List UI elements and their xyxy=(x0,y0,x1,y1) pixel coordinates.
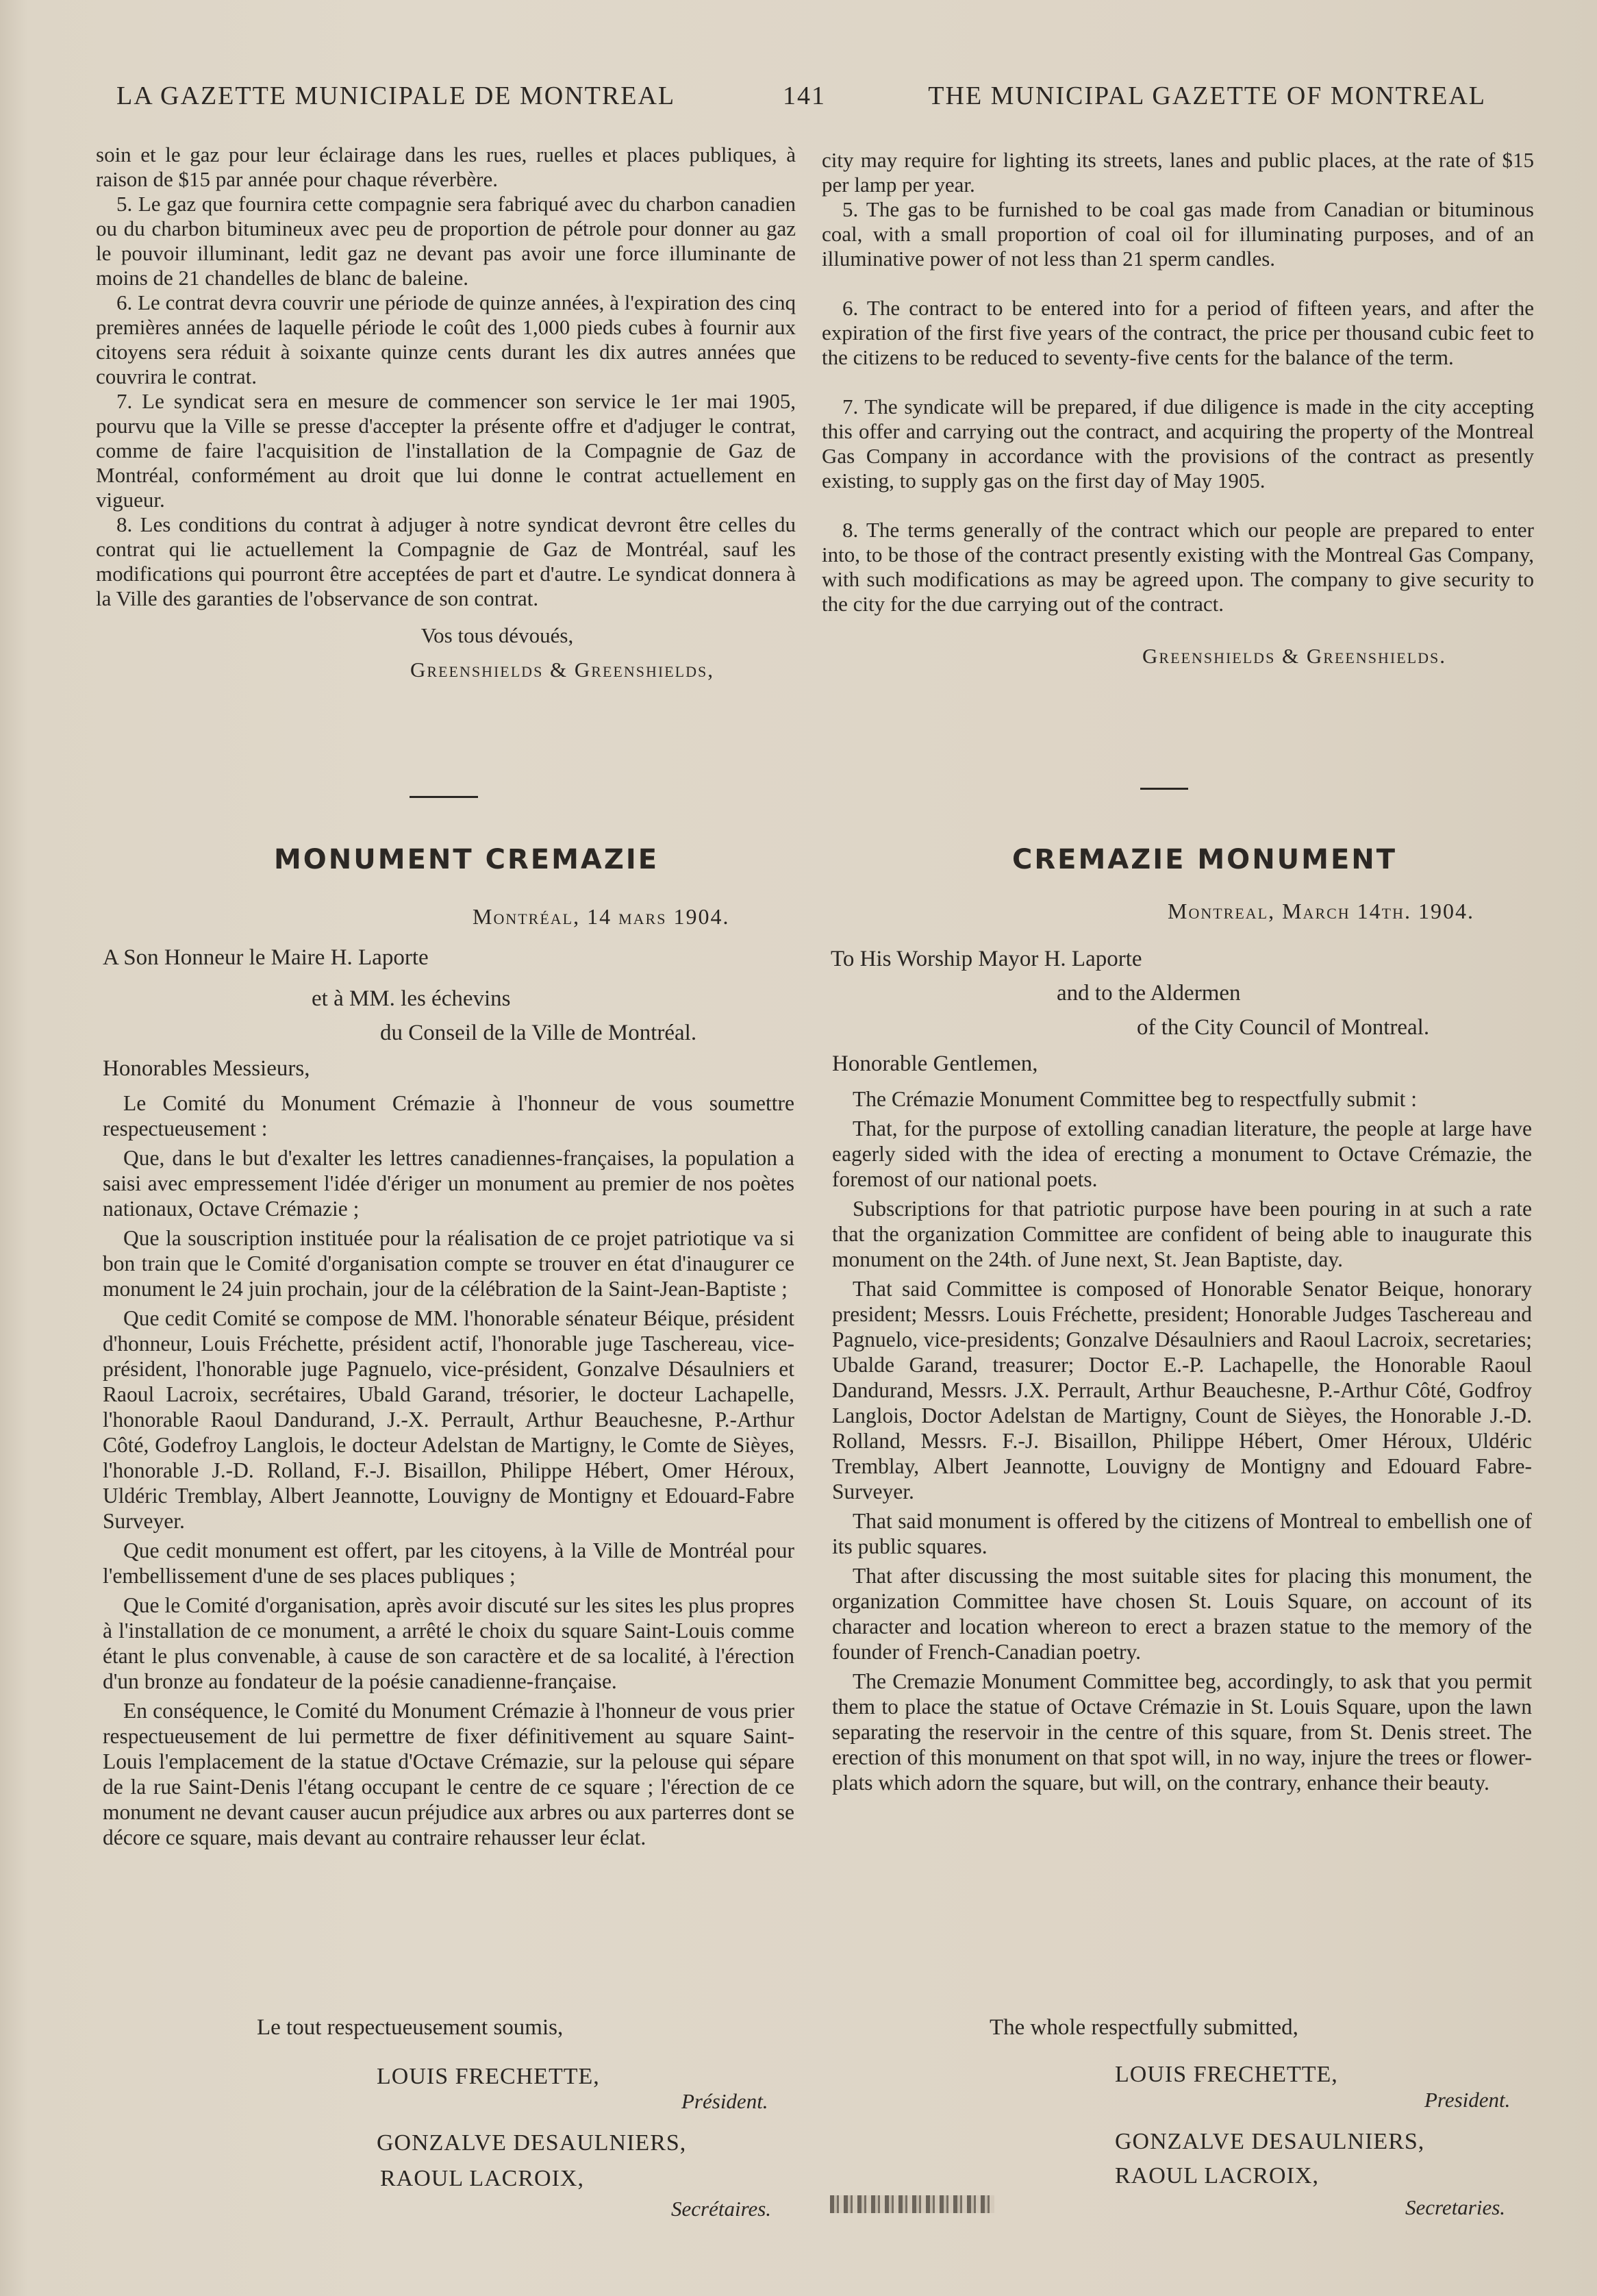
en-signatory: RAOUL LACROIX, xyxy=(1115,2163,1319,2188)
en-salutation: Honorable Gentlemen, xyxy=(832,1051,1038,1076)
fr-petition-paragraph: Que le Comité d'organisation, après avoir discuté sur les sites les plus propres à l'installation de ce monument, a arrêté le choix du square Saint-Louis comme étant le plus convenable, à cause de son caractère et de sa localité, à l'érection d'un bronze au fondateur de la poésie canadienne-française. xyxy=(103,1593,794,1693)
fr-petition-paragraph: Que cedit Comité se compose de MM. l'honorable sénateur Béique, président d'honneur, Louis Fréchette, président actif, l'honorable juge Taschereau, vice-président, l'honorable juge Pagnuelo, vice-président, Gonzalve Désaulniers et Raoul Lacroix, secrétaires, Ubald Garand, trésorier, le docteur Lachapelle, l'honorable Raoul Dandurand, J.-X. Perrault, Arthur Beauchesne, P.-Arthur Côté, Godefroy Langlois, le docteur Adelstan de Martigny, le Comte de Sièyes, l'honorable J.-D. Rolland, F.-J. Bisaillon, Philippe Hébert, Omer Héroux, Uldéric Tremblay, Albert Jeannotte, Louvigny de Montigny et Edouard-Fabre Surveyer. xyxy=(103,1306,794,1533)
fr-signatory: GONZALVE DESAULNIERS, xyxy=(377,2130,687,2156)
header-title-fr: LA GAZETTE MUNICIPALE DE MONTREAL xyxy=(116,82,676,110)
fr-petition-body xyxy=(103,1090,794,1854)
fr-signatory-role: Président. xyxy=(681,2089,768,2113)
fr-section-title: MONUMENT CREMAZIE xyxy=(274,844,659,875)
en-signatory: GONZALVE DESAULNIERS, xyxy=(1115,2129,1425,2154)
en-gas-paragraph: city may require for lighting its streets, lanes and public places, at the rate of $15 per lamp per year. xyxy=(822,148,1534,197)
en-gas-paragraph: 7. The syndicate will be prepared, if due diligence is made in the city accepting this offer and carrying out the contract, and acquiring the property of the Montreal Gas Company in accordance with the provisions of the contract as presently existing, to supply gas on the first day of May 1905. xyxy=(822,395,1534,492)
fr-signatory-role: Secrétaires. xyxy=(671,2197,772,2221)
en-petition-paragraph: That after discussing the most suitable sites for placing this monument, the organization Committee have chosen St. Louis Square, on account of its character and location whereon to erect a brazen statue to the memory of the founder of French-Canadian poetry. xyxy=(832,1564,1532,1664)
fr-petition-paragraph: En conséquence, le Comité du Monument Crémazie à l'honneur de vous prier respectueusement de lui permettre de fixer définitivement au square Saint-Louis l'emplacement de la statue d'Octave Crémazie, sur la pelouse qui sépare de la rue Saint-Denis l'étang occupant le centre de ce square ; l'érection de ce monument ne devant causer aucun préjudice aux arbres ou aux parterres dont se décore ce square, mais devant au contraire rehausser leur éclat. xyxy=(103,1699,794,1849)
en-signatory-role: President. xyxy=(1424,2088,1511,2112)
fr-gas-paragraph: 5. Le gaz que fournira cette compagnie sera fabriqué avec du charbon canadien ou du charbon bitumineux avec peu de proportion de pétrole pour donner au gaz le pouvoir illuminant, ledit gaz ne devant pas avoir une force illuminante de moins de 21 chandelles de blanc de baleine. xyxy=(96,192,796,290)
en-closing: The whole respectfully submitted, xyxy=(990,2015,1298,2040)
en-petition-paragraph: That said monument is offered by the citizens of Montreal to embellish one of its public squares. xyxy=(832,1509,1532,1558)
fr-petition-paragraph: Que la souscription instituée pour la réalisation de ce projet patriotique va si bon train que le Comité d'organisation compte se trouver en état d'inaugurer ce monument le 24 juin prochain, jour de la célébration de la Saint-Jean-Baptiste ; xyxy=(103,1226,794,1301)
fr-gas-paragraph: soin et le gaz pour leur éclairage dans les rues, ruelles et places publiques, à raison de $15 par année pour chaque réverbère. xyxy=(96,142,796,191)
en-dateline: Montreal, March 14th. 1904. xyxy=(1168,899,1475,923)
fr-signatory: LOUIS FRECHETTE, xyxy=(377,2064,600,2089)
fr-signature: Greenshields & Greenshields, xyxy=(410,658,714,682)
fr-gas-paragraph: 7. Le syndicat sera en mesure de commencer son service le 1er mai 1905, pourvu que la Ville se presse d'accepter la présente offre et d'adjuger le contrat, comme de faire l'acquisition de l'installation de la Compagnie de Gaz de Montréal, conformément au droit que lui donne le contrat actuellement en vigueur. xyxy=(96,389,796,512)
fr-address-line: du Conseil de la Ville de Montréal. xyxy=(380,1021,697,1045)
page-number: 141 xyxy=(783,82,826,110)
fr-petition-paragraph: Le Comité du Monument Crémazie à l'honneur de vous soumettre respectueusement : xyxy=(103,1091,794,1140)
fr-petition-paragraph: Que, dans le but d'exalter les lettres canadiennes-françaises, la population a saisi avec empressement l'idée d'ériger un monument au premier de nos poètes nationaux, Octave Crémazie ; xyxy=(103,1146,794,1221)
en-signatory-role: Secretaries. xyxy=(1405,2195,1506,2219)
en-address-line: and to the Aldermen xyxy=(1057,981,1241,1006)
en-petition-paragraph: The Cremazie Monument Committee beg, accordingly, to ask that you permit them to place the statue of Octave Crémazie in St. Louis Square, upon the lawn separating the reservoir in the centre of this square, from St. Denis street. The erection of this monument on that spot will, in no way, injure the trees or flower-plats which adorn the square, but will, on the contrary, enhance their beauty. xyxy=(832,1669,1532,1795)
en-gas-contract-text xyxy=(822,148,1534,669)
fr-petition-paragraph: Que cedit monument est offert, par les citoyens, à la Ville de Montréal pour l'embellissement d'une de ses places publiques ; xyxy=(103,1538,794,1588)
en-section-title: CREMAZIE MONUMENT xyxy=(1012,844,1398,875)
en-gas-paragraph: 5. The gas to be furnished to be coal gas made from Canadian or bituminous coal, with a small proportion of coal oil for illuminating purposes, and of an illuminative power of not less than 21 sperm candles. xyxy=(822,197,1534,271)
fr-closing: Vos tous dévoués, xyxy=(420,623,574,647)
fr-gas-paragraph: 6. Le contrat devra couvrir une période de quinze années, à l'expiration des cinq premières années de laquelle période le coût des 1,000 pieds cubes à fournir aux citoyens sera réduit à soixante quinze cents durant les dix autres années que couvrira le contrat. xyxy=(96,290,796,388)
en-petition-body xyxy=(832,1086,1532,1799)
en-petition-paragraph: The Crémazie Monument Committee beg to respectfully submit : xyxy=(853,1087,1418,1111)
en-petition-paragraph: Subscriptions for that patriotic purpose have been pouring in at such a rate that the organization Committee are confident of being able to inaugurate this monument on the 24th. of June next, St. Jean Baptiste, day. xyxy=(832,1197,1532,1271)
fr-gas-contract-text xyxy=(96,142,796,682)
ink-smudge xyxy=(830,2195,994,2213)
en-signature: Greenshields & Greenshields. xyxy=(1142,644,1446,668)
fr-signatory: RAOUL LACROIX, xyxy=(380,2166,584,2191)
en-gas-paragraph: 6. The contract to be entered into for a period of fifteen years, and after the expiration of the first five years of the contract, the price per thousand cubic feet to the citizens to be reduced to seventy-five cents for the balance of the term. xyxy=(822,296,1534,369)
fr-gas-paragraph: 8. Les conditions du contrat à adjuger à notre syndicat devront être celles du contrat qui lie actuellement la Compagnie de Gaz de Montréal, sauf les modifications qui pourront être acceptées de part et d'autre. Le syndicat donnera à la Ville des garanties de l'observance de son contrat. xyxy=(96,512,796,610)
fr-address-line: A Son Honneur le Maire H. Laporte xyxy=(103,945,429,970)
en-signatory: LOUIS FRECHETTE, xyxy=(1115,2062,1338,2087)
fr-dateline: Montréal, 14 mars 1904. xyxy=(473,904,730,929)
fr-salutation: Honorables Messieurs, xyxy=(103,1056,310,1081)
page-header xyxy=(116,81,1486,122)
en-gas-paragraph: 8. The terms generally of the contract which our people are prepared to enter into, to be those of the contract presently existing with the Montreal Gas Company, with such modifications as may be agreed upon. The company to give security to the city for the due carrying out of the contract. xyxy=(822,518,1534,616)
section-divider xyxy=(1140,788,1188,790)
en-address-line: To His Worship Mayor H. Laporte xyxy=(831,947,1142,971)
en-address-line: of the City Council of Montreal. xyxy=(1137,1015,1430,1040)
en-petition-paragraph: That said Committee is composed of Honorable Senator Beique, honorary president; Messrs. Louis Fréchette, president; Honorable Judges Taschereau and Pagnuelo, vice-presidents; Gonzalve Désaulniers and Raoul Lacroix, secretaries; Ubalde Garand, treasurer; Doctor E.-P. Lachapelle, the Honorable Raoul Dandurand, Messrs. J.X. Perrault, Arthur Beauchesne, P.-Arthur Côté, Godfroy Langlois, Doctor Adelstan de Martigny, Count de Sièyes, the Honorable J.-D. Rolland, Messrs. F.-J. Bisaillon, Philippe Hébert, Omer Héroux, Uldéric Tremblay, Albert Jeannotte, Louvigny de Montigny and Edouard Fabre-Surveyer. xyxy=(832,1277,1532,1503)
en-petition-paragraph: That, for the purpose of extolling canadian literature, the people at large have eagerly sided with the idea of erecting a monument to Octave Crémazie, the foremost of our national poets. xyxy=(832,1116,1532,1191)
header-title-en: THE MUNICIPAL GAZETTE OF MONTREAL xyxy=(928,82,1486,110)
fr-closing: Le tout respectueusement soumis, xyxy=(257,2015,564,2040)
section-divider xyxy=(410,796,478,798)
fr-address-line: et à MM. les échevins xyxy=(312,986,511,1011)
